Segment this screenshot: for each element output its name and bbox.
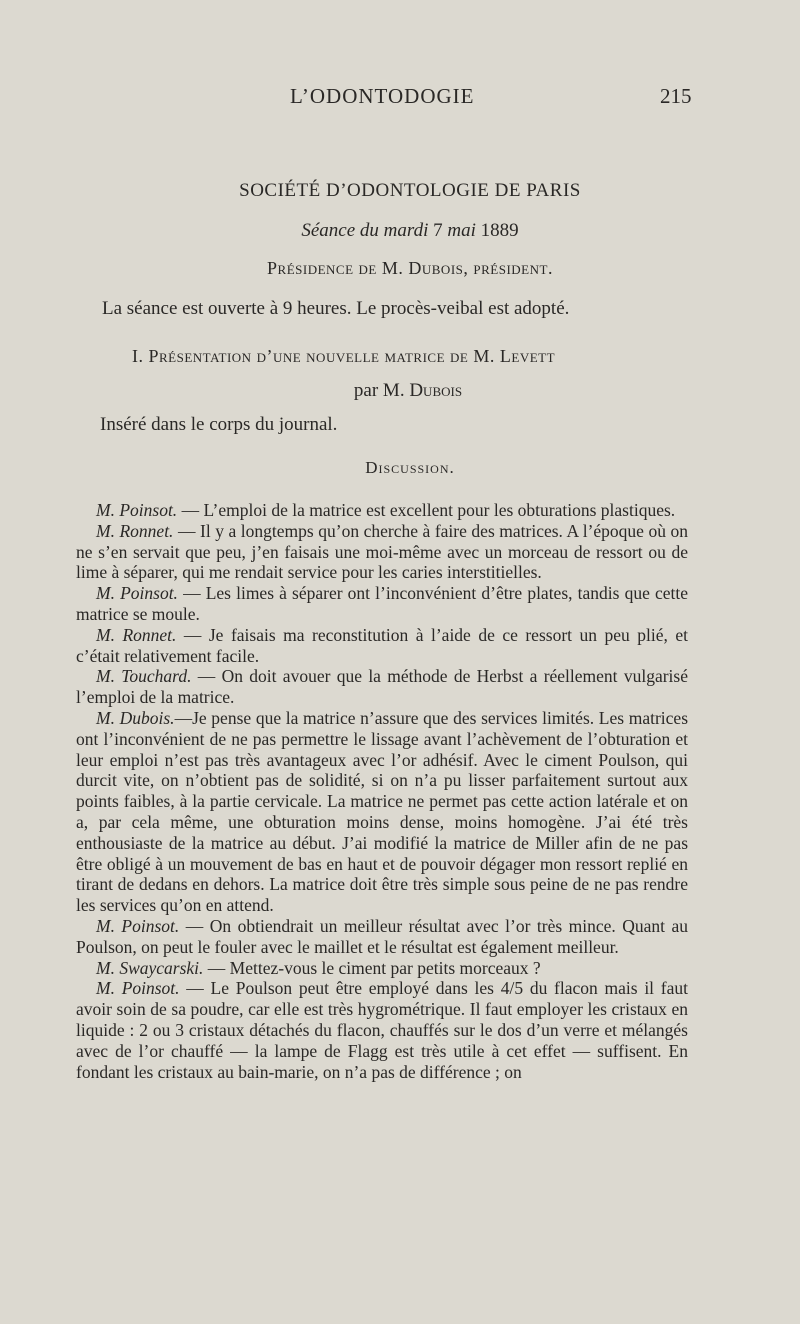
paragraph [76,583,688,625]
section-title: I. Présentation d’une nouvelle matrice de M. Levett [132,346,556,366]
speaker-name: M. Poinsot. [96,583,178,604]
speaker-name: M. Ronnet. [96,520,174,541]
paragraph-text: — Je faisais ma reconstitution à l’aide de ce ressort un peu plié, et c’était relativement facile. [76,624,688,666]
insertion-note: Inséré dans le corps du journal. [100,414,338,435]
session-year: 1889 [480,220,519,241]
society-heading: SOCIÉTÉ D’ODONTOLOGIE DE PARIS [239,180,581,201]
discussion-heading: Discussion. [365,458,455,477]
speaker-name: M. Poinsot. [96,500,178,520]
paragraph [76,666,688,708]
paragraph-text: — Le Poulson peut être employé dans les 4/5 du flacon mais il faut avoir soin de sa poudre, car elle est très hygrométrique. Il faut employer les cristaux en liquide : 2 ou 3 cristaux détachés du flacon, chauffés sur le dos d’un verre et mélangés avec de l’or chauffé — la lampe de Flagg est très utile à cet effet — suffisent. En fondant les cristaux au bain-marie, on n’a pas de différence ; on [76,978,688,1082]
running-header [0,84,800,114]
paragraph [76,978,688,1082]
paragraph [76,625,688,667]
paragraph-text: — Les limes à séparer ont l’inconvénient d’être plates, tandis que cette matrice se moule. [76,583,688,624]
byline-prefix: par M. [353,380,405,401]
paragraph [76,708,688,916]
speaker-name: M. Poinsot. [96,978,180,999]
paragraph-text: — On doit avouer que la méthode de Herbst a réellement vulgarisé l’emploi de la matrice. [76,666,689,708]
paragraph [76,521,688,583]
paragraph-text: —Je pense que la matrice n’assure que des services limités. Les matrices ont l’inconvénient de ne pas permettre le lissage avant l’achèvement de l’obturation et leur emploi n’est pas très avantageux avec l’or adhésif. Avec le ciment Poulson, qui durcit vite, on n’obtient pas de solidité, si on n’a pu lisser parfaitement surtout aux points faibles, à la partie cervicale. La matrice ne permet pas cette action latérale et on a, par cela même, une obturation moins dense, moins homogène. J’ai été très enthousiaste de la matrice au début. J’ai modifié la matrice de Miller afin de ne pas être obligé à un mouvement de bas en haut et de pouvoir dégager mon ressort replié en tirant de dedans en dehors. La matrice doit être très simple sous peine de ne pas rendre les services qu’on en attend. [76,707,689,916]
speaker-name: M. Ronnet. [96,624,177,645]
byline-name: Dubois [409,380,463,401]
session-month: mai [447,220,476,241]
opening-statement: La séance est ouverte à 9 heures. Le procès-veibal est adopté. [102,298,570,319]
paragraph [76,916,688,958]
section-byline [8,380,800,402]
paragraph [76,958,688,979]
speaker-name: M. Swaycarski. [96,957,204,978]
discussion-body [76,500,688,1082]
paragraph-text: — Mettez-vous le ciment par petits morceaux ? [203,957,541,978]
session-date [10,220,800,242]
paragraph-text: — Il y a longtemps qu’on cherche à faire des matrices. A l’époque où on ne s’en servait que peu, j’en faisais une moi-même avec un morceau de ressort ou de lime à séparer, qui me rendait service pour les caries interstitielles. [76,520,688,583]
speaker-name: M. Touchard. [96,666,192,687]
page-number: 215 [660,84,692,108]
speaker-name: M. Dubois. [96,707,175,728]
paragraph [76,500,688,521]
journal-title: L’ODONTODOGIE [290,84,475,108]
paragraph-text: — L’emploi de la matrice est excellent pour les obturations plastiques. [177,500,676,520]
presidency-line: Présidence de M. Dubois, président. [267,258,553,278]
session-day: 7 [433,220,443,241]
session-prefix: Séance du mardi [301,220,429,241]
paragraph-text: — On obtiendrait un meilleur résultat avec l’or très mince. Quant au Poulson, on peut le fouler avec le maillet et le résultat est également meilleur. [76,915,688,957]
speaker-name: M. Poinsot. [96,915,180,936]
